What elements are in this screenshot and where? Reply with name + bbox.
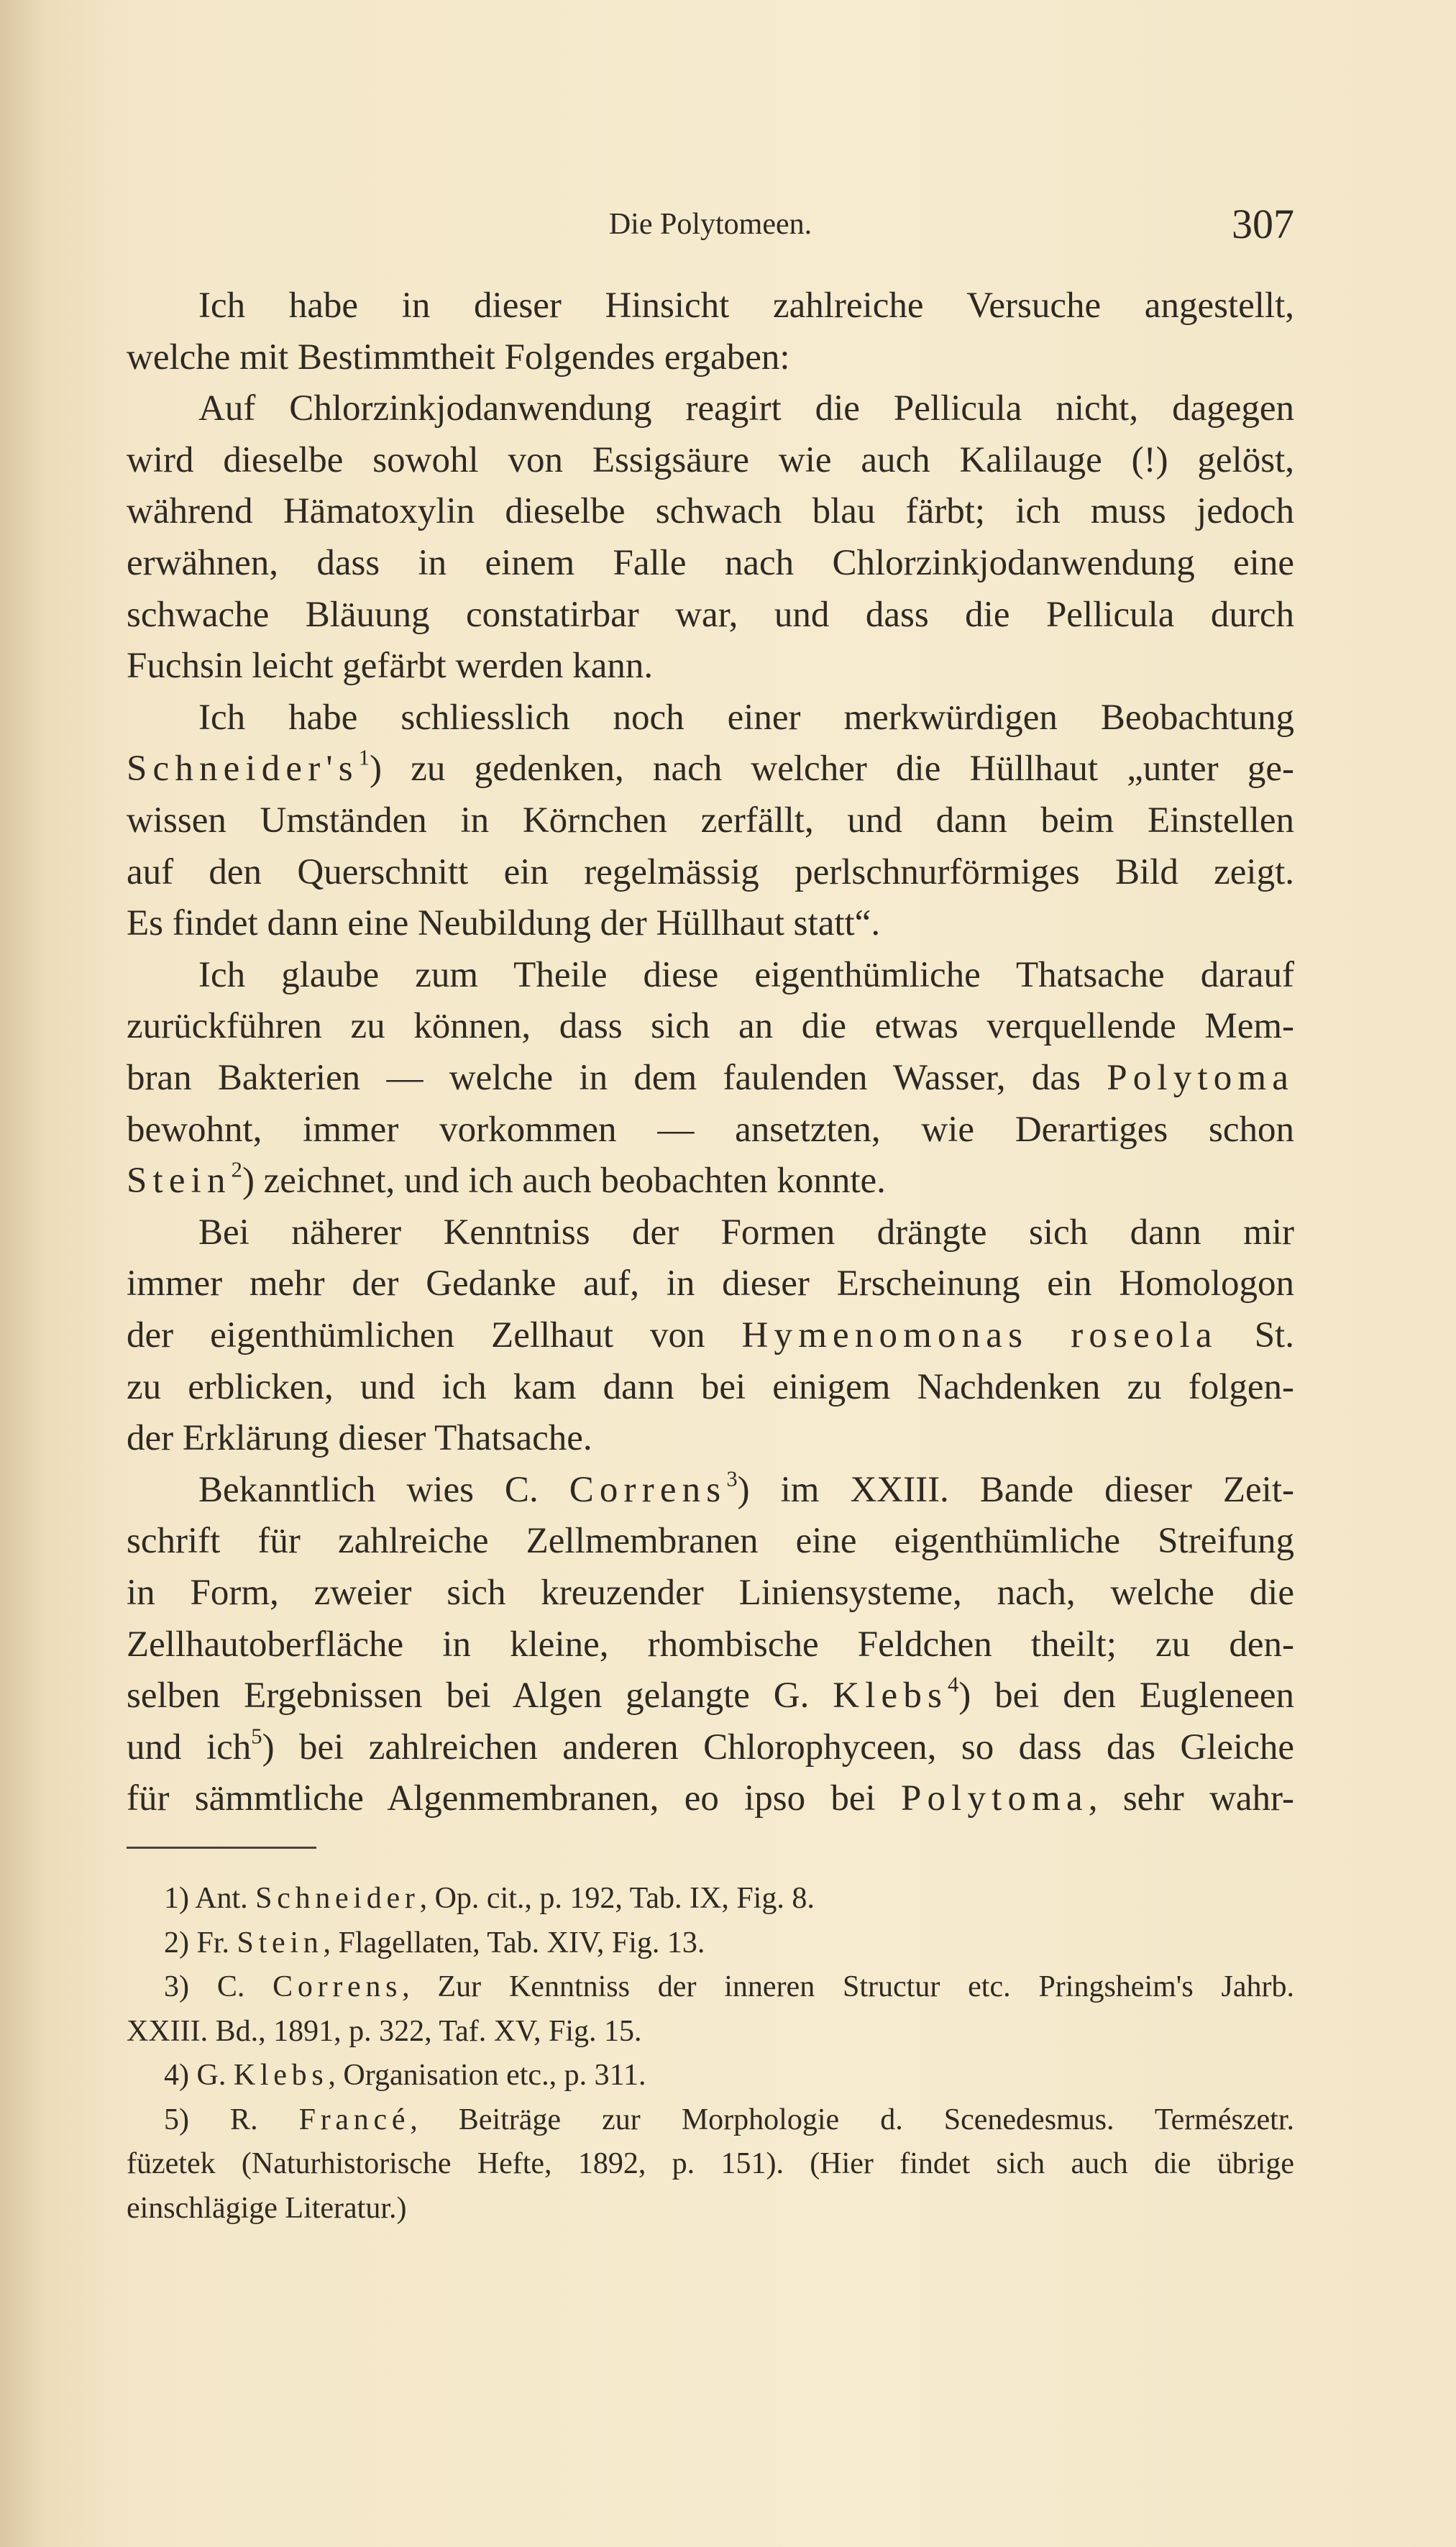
body-line <box>127 1155 1294 1207</box>
text-run: füzetek (Naturhistorische Hefte, 1892, p. 151). (Hier findet sich auch die übrige <box>127 2147 1294 2180</box>
text-run: schrift für zahlreiche Zellmembranen eine eigenthümliche Streifung <box>127 1521 1294 1562</box>
text-run: Ich glaube zum Theile diese eigenthümliche Thatsache darauf <box>198 954 1294 995</box>
footnote-line <box>127 2010 1294 2053</box>
body-line <box>127 1361 1294 1413</box>
text-run: der eigenthümlichen Zellhaut von <box>127 1315 742 1355</box>
body-line <box>127 1052 1294 1104</box>
text-run: selben Ergebnissen bei Algen gelangte G. <box>127 1675 833 1716</box>
text-run: immer mehr der Gedanke auf, in dieser Erscheinung ein Homologon <box>127 1263 1294 1304</box>
text-run: Bekanntlich wies C. <box>198 1469 569 1510</box>
body-line <box>127 383 1294 434</box>
text-run: bewohnt, immer vorkommen — ansetzten, wie Derartiges schon <box>127 1109 1294 1150</box>
text-run: St. <box>1217 1315 1294 1355</box>
running-head <box>127 200 1294 246</box>
body-line <box>127 692 1294 744</box>
spaced-name: Polytoma <box>1107 1058 1294 1098</box>
text-run: der Erklärung dieser Thatsache. <box>127 1418 592 1459</box>
text-run: 3) C. <box>164 1970 273 2003</box>
spaced-name: Klebs <box>233 2059 329 2092</box>
spaced-name: Polytoma <box>901 1778 1089 1819</box>
body-line <box>127 743 1294 795</box>
text-run: , Organisation etc., p. 311. <box>328 2059 646 2092</box>
text-run: welche mit Bestimmtheit Folgendes ergaben: <box>127 337 790 378</box>
text-run: ) bei den Eugleneen <box>958 1675 1295 1716</box>
spaced-name: Stein <box>237 1926 324 1960</box>
body-line <box>127 846 1294 898</box>
body-line <box>127 1670 1294 1721</box>
body-line <box>127 589 1294 641</box>
spaced-name: Correns <box>569 1469 727 1510</box>
body-line <box>127 1773 1294 1824</box>
footnote-line <box>127 1877 1294 1920</box>
text-run: auf den Querschnitt ein regelmässig perlschnurförmiges Bild zeigt. <box>127 851 1294 892</box>
text-run: , Op. cit., p. 192, Tab. IX, Fig. 8. <box>419 1882 815 1915</box>
text-run: Ich habe in dieser Hinsicht zahlreiche Versuche angestellt, <box>198 285 1294 326</box>
footnote-line <box>127 2054 1294 2097</box>
footnote-reference: 1 <box>358 745 370 770</box>
page-number: 307 <box>1232 201 1294 247</box>
body-line <box>127 1515 1294 1567</box>
text-run: erwähnen, dass in einem Falle nach Chlorzinkjodanwendung eine <box>127 543 1294 583</box>
text-run: 4) G. <box>164 2059 234 2092</box>
text-run: ) bei zahlreichen anderen Chlorophyceen, so dass das Gleiche <box>262 1727 1294 1768</box>
body-line <box>127 897 1294 949</box>
body-line <box>127 537 1294 589</box>
footnote-reference: 4 <box>948 1672 959 1697</box>
text-run: , sehr wahr- <box>1088 1778 1294 1819</box>
spaced-name: Klebs <box>833 1675 948 1716</box>
text-run: Es findet dann eine Neubildung der Hüllhaut statt“. <box>127 903 881 944</box>
body-line <box>127 795 1294 846</box>
body-line <box>127 434 1294 486</box>
text-run: 1) Ant. <box>164 1882 256 1915</box>
body-line <box>127 949 1294 1001</box>
body-line <box>127 1619 1294 1670</box>
text-run: bran Bakterien — welche in dem faulenden Wasser, das <box>127 1058 1107 1098</box>
body-line <box>127 331 1294 383</box>
text-run: einschlägige Literatur.) <box>127 2191 407 2225</box>
body-line <box>127 280 1294 331</box>
text-run: 2) Fr. <box>164 1926 237 1960</box>
footnote-reference: 3 <box>726 1466 738 1491</box>
footnote-line <box>127 2142 1294 2185</box>
body-line <box>127 1464 1294 1516</box>
spaced-name: Schneider's <box>127 749 359 790</box>
body-line <box>127 485 1294 537</box>
body-line <box>127 1412 1294 1464</box>
text-run: Zellhautoberfläche in kleine, rhombische Feldchen theilt; zu den- <box>127 1624 1294 1665</box>
body-line <box>127 1258 1294 1309</box>
text-run: wissen Umständen in Körnchen zerfällt, und dann beim Einstellen <box>127 800 1294 841</box>
footnote-reference: 5 <box>251 1724 262 1749</box>
text-run: Auf Chlorzinkjodanwendung reagirt die Pellicula nicht, dagegen <box>198 388 1294 429</box>
text-run: während Hämatoxylin dieselbe schwach blau färbt; ich muss jedoch <box>127 491 1294 532</box>
footnote-line <box>127 2098 1294 2141</box>
body-line <box>127 640 1294 692</box>
spaced-name: Schneider <box>255 1882 420 1915</box>
body-line <box>127 1104 1294 1156</box>
spaced-name: Correns <box>273 1970 403 2003</box>
footnote-line <box>127 1921 1294 1965</box>
text-run: in Form, zweier sich kreuzender Liniensysteme, nach, welche die <box>127 1573 1294 1613</box>
text-run: schwache Bläuung constatirbar war, und dass die Pellicula durch <box>127 594 1294 635</box>
spaced-name: Hymenomonas roseola <box>741 1315 1218 1355</box>
spaced-name: Francé <box>298 2103 411 2136</box>
footnote-reference: 2 <box>231 1157 242 1182</box>
text-run: , Beiträge zur Morphologie d. Scenedesmus. Természetr. <box>410 2103 1294 2136</box>
body-line <box>127 1309 1294 1361</box>
text-run: 5) R. <box>164 2103 299 2136</box>
spaced-name: Stein <box>127 1161 232 1202</box>
text-run: zu erblicken, und ich kam dann bei einigem Nachdenken zu folgen- <box>127 1366 1294 1407</box>
text-run: Bei näherer Kenntniss der Formen drängte sich dann mir <box>198 1212 1294 1253</box>
text-run: und ich <box>127 1727 252 1768</box>
footnote-line <box>127 2187 1294 2230</box>
body-line <box>127 1721 1294 1773</box>
text-run: ) zu gedenken, nach welcher die Hüllhaut „unter ge- <box>370 749 1294 790</box>
text-run: zurückführen zu können, dass sich an die etwas verquellende Mem- <box>127 1006 1294 1047</box>
body-line <box>127 1567 1294 1619</box>
text-run: XXIII. Bd., 1891, p. 322, Taf. XV, Fig. 15. <box>127 2014 642 2048</box>
footnote-rule <box>127 1847 316 1849</box>
running-head-title: Die Polytomeen. <box>608 208 812 241</box>
text-run: , Zur Kenntniss der inneren Structur etc. Pringsheim's Jahrb. <box>402 1970 1294 2003</box>
text-run: ) im XXIII. Bande dieser Zeit- <box>737 1469 1295 1510</box>
text-run: ) zeichnet, und ich auch beobachten konnte. <box>242 1161 886 1202</box>
text-run: Fuchsin leicht gefärbt werden kann. <box>127 646 654 687</box>
body-line <box>127 1207 1294 1258</box>
text-run: Ich habe schliesslich noch einer merkwürdigen Beobachtung <box>198 697 1294 738</box>
text-run: wird dieselbe sowohl von Essigsäure wie auch Kalilauge (!) gelöst, <box>127 439 1294 480</box>
text-run: , Flagellaten, Tab. XIV, Fig. 13. <box>323 1926 705 1960</box>
body-line <box>127 1000 1294 1052</box>
footnote-line <box>127 1965 1294 2008</box>
text-run: für sämmtliche Algenmembranen, eo ipso bei <box>127 1778 901 1819</box>
